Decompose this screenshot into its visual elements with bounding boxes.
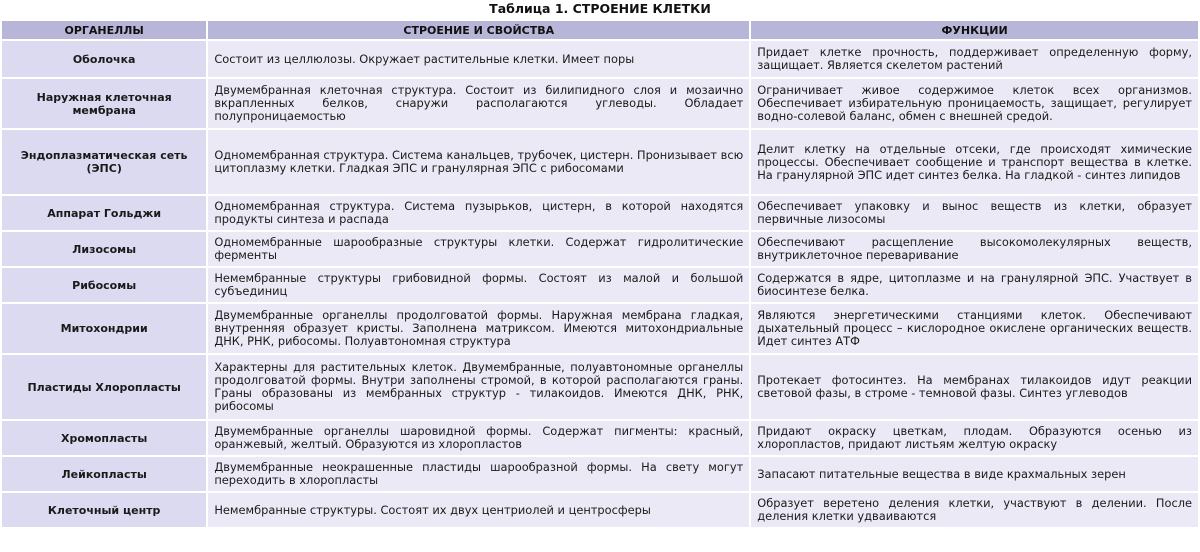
organelle-name: Эндоплазматическая сеть (ЭПС) (2, 130, 206, 194)
header-structure: СТРОЕНИЕ И СВОЙСТВА (208, 21, 749, 39)
organelle-name: Рибосомы (2, 268, 206, 302)
organelle-name: Оболочка (2, 41, 206, 77)
organelle-functions: Придают окраску цветкам, плодам. Образуются осенью из хлоропластов, придают листьям желтую окраску (751, 421, 1198, 455)
organelle-structure: Одномембранная структура. Система пузырьков, цистерн, в которой находятся продукты синтеза и распада (208, 196, 749, 230)
table-row (2, 130, 1198, 194)
organelle-functions: Протекает фотосинтез. На мембранах тилакоидов идут реакции световой фазы, в строме - темновой фазы. Синтез углеводов (751, 355, 1198, 419)
organelle-functions: Запасают питательные вещества в виде крахмальных зерен (751, 457, 1198, 491)
organelle-structure: Состоит из целлюлозы. Окружает растительные клетки. Имеет поры (208, 41, 749, 77)
organelle-name: Лейкопласты (2, 457, 206, 491)
table-row (2, 355, 1198, 419)
organelle-functions: Обеспечивает упаковку и вынос веществ из клетки, образует первичные лизосомы (751, 196, 1198, 230)
organelle-name: Пластиды Хлоропласты (2, 355, 206, 419)
organelle-functions: Являются энергетическими станциями клеток. Обеспечивают дыхательный процесс – кислородное окислене органических веществ. Идет синтез АТФ (751, 304, 1198, 353)
cell-structure-table (0, 19, 1200, 529)
organelle-name: Аппарат Гольджи (2, 196, 206, 230)
organelle-structure: Характерны для растительных клеток. Двумембранные, полуавтономные органеллы продолговатой формы. Внутри заполнены стромой, в которой располагаются граны. Граны образованы из мембранных структур - тилакоидов. Имеются ДНК, РНК, рибосомы (208, 355, 749, 419)
header-row (2, 21, 1198, 39)
organelle-functions: Содержатся в ядре, цитоплазме и на гранулярной ЭПС. Участвует в биосинтезе белка. (751, 268, 1198, 302)
organelle-structure: Двумембранные неокрашенные пластиды шарообразной формы. На свету могут переходить в хлоропласты (208, 457, 749, 491)
table-title: Таблица 1. СТРОЕНИЕ КЛЕТКИ (489, 1, 711, 16)
organelle-structure: Двумембранные органеллы продолговатой формы. Наружная мембрана гладкая, внутренняя образует кристы. Заполнена матриксом. Имеются митохондриальные ДНК, РНК, рибосомы. Полуавтономная структура (208, 304, 749, 353)
organelle-functions: Образует веретено деления клетки, участвуют в делении. После деления клетки удваиваются (751, 493, 1198, 527)
table-row (2, 79, 1198, 128)
table-row (2, 457, 1198, 491)
table-row (2, 493, 1198, 527)
table-row (2, 232, 1198, 266)
organelle-name: Наружная клеточная мембрана (2, 79, 206, 128)
table-row (2, 41, 1198, 77)
organelle-name: Хромопласты (2, 421, 206, 455)
header-functions: ФУНКЦИИ (751, 21, 1198, 39)
table-row (2, 196, 1198, 230)
organelle-structure: Немембранные структуры грибовидной формы. Состоят из малой и большой субъединиц (208, 268, 749, 302)
table-row (2, 421, 1198, 455)
organelle-structure: Двумембранные органеллы шаровидной формы. Содержат пигменты: красный, оранжевый, желтый. Образуются из хлоропластов (208, 421, 749, 455)
organelle-functions: Обеспечивают расщепление высокомолекулярных веществ, внутриклеточное переваривание (751, 232, 1198, 266)
organelle-structure: Одномембранная структура. Система канальцев, трубочек, цистерн. Пронизывает всю цитоплазму клетки. Гладкая ЭПС и гранулярная ЭПС с рибосомами (208, 130, 749, 194)
organelle-functions: Делит клетку на отдельные отсеки, где происходят химические процессы. Обеспечивает сообщение и транспорт вещества в клетке. На гранулярной ЭПС идет синтез белка. На гладкой - синтез липидов (751, 130, 1198, 194)
table-row (2, 268, 1198, 302)
organelle-name: Митохондрии (2, 304, 206, 353)
organelle-functions: Ограничивает живое содержимое клеток всех организмов. Обеспечивает избирательную проницаемость, защищает, регулирует водно-солевой баланс, обмен с внешней средой. (751, 79, 1198, 128)
organelle-structure: Одномембранные шарообразные структуры клетки. Содержат гидролитические ферменты (208, 232, 749, 266)
organelle-functions: Придает клетке прочность, поддерживает определенную форму, защищает. Является скелетом растений (751, 41, 1198, 77)
header-organelles: ОРГАНЕЛЛЫ (2, 21, 206, 39)
organelle-name: Клеточный центр (2, 493, 206, 527)
organelle-structure: Двумембранная клеточная структура. Состоит из билипидного слоя и мозаично вкрапленных белков, снаружи располагаются углеводы. Обладает полупроницаемостью (208, 79, 749, 128)
organelle-name: Лизосомы (2, 232, 206, 266)
table-row (2, 304, 1198, 353)
organelle-structure: Немембранные структуры. Состоят их двух центриолей и центросферы (208, 493, 749, 527)
